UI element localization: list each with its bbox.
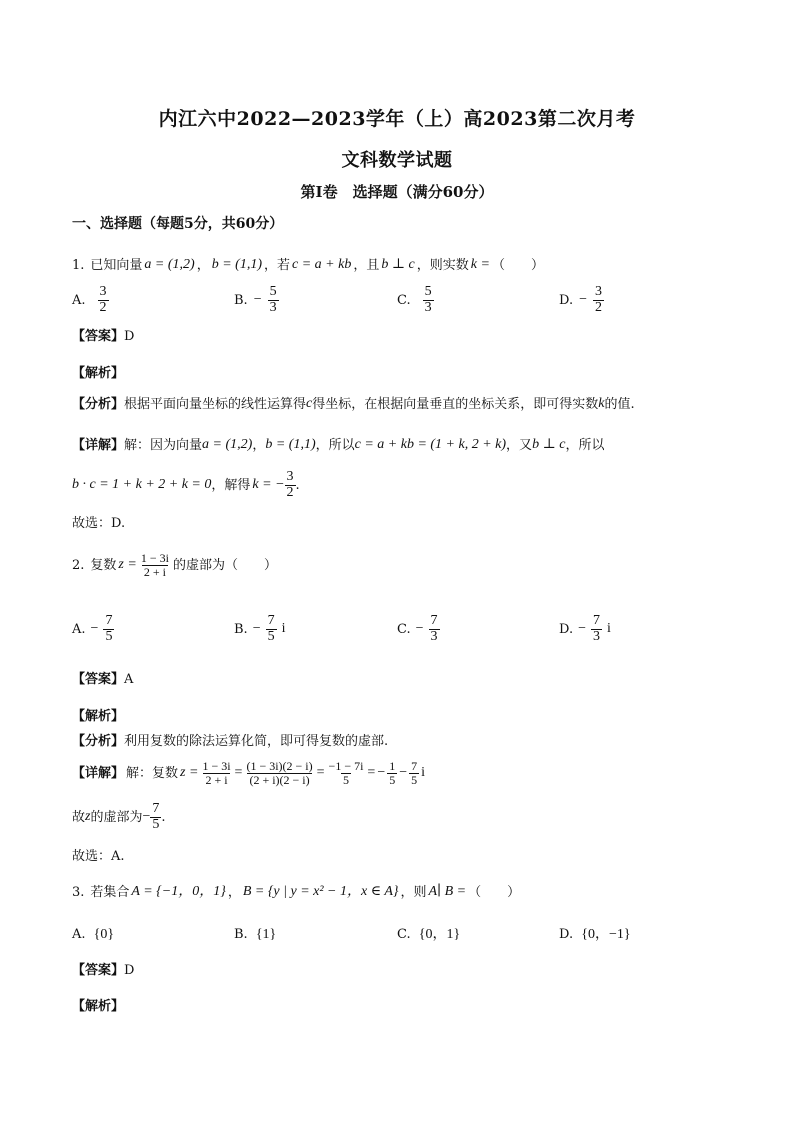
q1-perp: b ⊥ c [381,257,415,272]
q1-paren: （ ） [491,257,544,273]
q2-eq-1: = [234,765,243,781]
q2-option-c-sign: − [415,621,424,637]
q1-vector-a: a = (1,2) [144,257,195,272]
q1-option-a [72,285,109,315]
q1-option-d-den: 2 [595,299,602,315]
q2-i: i [421,765,426,781]
q2-fenxi [72,735,388,748]
q2-f5-den: 5 [411,772,418,787]
q1-line2-den: 2 [286,484,294,500]
q1-xj-1: 解：因为向量 [124,437,203,453]
q1-xiangjie-line2 [72,470,300,500]
q3-paren: （ ） [468,884,521,900]
q1-text-4: ，则实数 [416,257,469,273]
q1-answer-value: D [124,329,135,344]
q2-text-2: 的虚部为（ ） [172,557,277,573]
q2-option-d-den: 3 [593,628,600,644]
q2-line2-z: z [85,809,91,825]
q2-f1-den: 2 + i [205,772,228,787]
q3-set-b: B = {y | y = x² − 1，x ∈ A} [242,884,399,899]
q2-option-b-label: B. [234,621,248,637]
q3-option-a-value: {0} [93,927,115,942]
q2-xj-z: z = [180,765,199,781]
q2-xj-frac-2 [244,760,314,786]
q1-xiangjie [72,438,604,452]
q3-number: 3. [72,884,85,900]
q1-option-d-label: D. [559,292,574,308]
q1-xj-sep: ， [252,437,266,453]
q2-number: 2. [72,557,85,573]
q1-option-b-sign: − [253,292,262,308]
q2-f4-den: 5 [389,772,396,787]
q2-choice: 故选：A. [72,849,125,864]
q2-f2-den: (2 + i)(2 − i) [249,772,310,787]
q3-option-b-value: {1} [255,927,277,942]
q1-line2-text: ，解得 [211,477,251,493]
q2-minus-1: − [377,765,386,781]
q1-xj-a: a = (1,2) [202,437,253,452]
q2-xj-frac-1 [200,760,232,786]
xiangjie-tag: 【详解】 [72,765,125,781]
q2-option-a [72,614,119,644]
q2-option-b-fraction [266,614,277,644]
q2-xiangjie-line2 [72,802,166,832]
q1-xj-b: b = (1,1) [265,437,316,452]
q1-fenxi-2: 得坐标，在根据向量垂直的坐标关系，即可得实数 [312,396,599,412]
q1-fenxi-c: c [306,396,313,411]
q3-set-a: A = {−1，0，1} [131,884,226,899]
q2-answer-value: A [124,672,134,687]
q3-option-b-label: B. [234,927,248,942]
q2-option-b-sign: − [252,621,261,637]
q1-option-d-fraction [593,285,604,315]
q2-line2-num: 7 [152,801,160,816]
q2-option-c-fraction [429,614,440,644]
q1-fenxi-k: k [598,396,605,411]
q2-option-c-num: 7 [430,613,438,628]
q3-option-c [397,928,460,942]
q2-option-b-den: 5 [267,628,275,644]
q2-line2-fraction [150,802,161,832]
question-3 [72,885,520,899]
q2-line2-1: 故 [72,809,86,825]
question-1 [72,258,544,272]
q1-option-c-den: 3 [424,299,432,315]
q2-fenxi-text: 利用复数的除法运算化简，即可得复数的虚部. [124,734,389,749]
q1-option-d-num: 3 [595,284,602,299]
q2-line2-sign: − [142,809,151,825]
q1-option-b-den: 3 [269,299,277,315]
q1-option-a-fraction [98,285,109,315]
q2-option-b-suffix: i [281,621,286,637]
q3-answer-value: D [124,963,135,978]
q1-number: 1. [72,257,85,273]
q1-sep: ， [196,257,210,273]
q2-option-a-sign: − [90,621,99,637]
q1-text-1: 已知向量 [90,257,143,273]
q1-vector-b: b = (1,1) [211,257,262,272]
q1-option-d-sign: − [579,292,587,308]
q1-line2-eq: b · c = 1 + k + 2 + k = 0 [72,477,212,493]
q2-option-d-label: D. [559,621,574,637]
q1-line2-num: 3 [286,469,294,484]
q1-k: k = [470,257,490,272]
q1-line2-k: k = − [252,477,285,493]
q1-fenxi-1: 根据平面向量坐标的线性运算得 [124,396,307,412]
q2-xiangjie [72,760,425,786]
q2-xj-1: 解：复数 [126,765,179,781]
q3-option-d-label: D. [559,927,574,942]
answer-tag: 【答案】 [72,329,125,344]
q2-option-b-num: 7 [267,613,275,628]
q3-analysis-tag: 【解析】 [72,999,125,1014]
q1-option-c-num: 5 [424,284,432,299]
q2-frac-den: 2 + i [143,564,166,579]
q1-analysis-tag: 【解析】 [72,366,125,381]
q2-f3-den: 5 [342,772,349,787]
q1-xj-perp: b ⊥ c [532,437,566,452]
q3-option-d [559,928,631,942]
q1-option-d [559,285,604,315]
answer-tag: 【答案】 [72,963,125,978]
q2-eq-2: = [316,765,325,781]
q1-option-a-num: 3 [99,284,107,299]
q1-option-c-fraction [423,285,434,315]
q1-text-3: ，且 [353,257,380,273]
q2-option-a-den: 5 [105,628,113,644]
answer-tag: 【答案】 [72,672,125,687]
q1-answer [72,330,134,343]
q3-option-b [234,928,276,942]
q2-f3-num: −1 − 7i [328,759,364,773]
q2-f5-num: 7 [411,759,418,773]
q1-xj-4: ，所以 [565,437,605,453]
q1-xj-3: ，又 [506,437,533,453]
q2-minus-2: − [399,765,408,781]
question-2 [72,552,277,578]
q1-vector-c: c = a + kb [292,257,352,272]
q3-option-c-label: C. [397,927,411,942]
q1-option-a-label: A. [72,292,86,308]
q2-f4-num: 1 [389,759,396,773]
q1-xj-2: ，所以 [315,437,355,453]
q2-option-d-suffix: i [607,621,611,637]
q1-fenxi-3: 的值. [604,396,635,412]
q2-text-1: 复数 [90,557,117,573]
q1-xj-c: c = a + kb = (1 + k, 2 + k) [354,437,507,452]
q2-option-c-den: 3 [430,628,438,644]
q3-option-a-label: A. [72,927,86,942]
q2-f2-num: (1 − 3i)(2 − i) [246,759,313,773]
q2-xj-frac-3 [327,760,366,786]
q2-frac-num: 1 − 3i [140,551,169,565]
q2-option-c-label: C. [397,621,411,637]
fenxi-tag: 【分析】 [72,734,125,749]
q1-option-c-label: C. [397,292,411,308]
q2-option-a-fraction [103,614,114,644]
q2-eq-3: = [367,765,376,781]
q3-text-1: 若集合 [90,884,130,900]
q2-line2-dot: . [161,809,166,825]
q3-sep: ， [227,884,241,900]
q2-answer [72,673,133,686]
q1-option-b-num: 5 [269,284,277,299]
exam-title: 内江六中2022—2023学年（上）高2023第二次月考 [158,108,636,130]
q2-line2-den: 5 [152,816,160,832]
q2-z: z = [118,557,137,573]
q3-option-a [72,928,114,942]
q1-option-b-fraction [268,285,279,315]
q1-choice: 故选：D. [72,516,126,531]
xiangjie-tag: 【详解】 [72,437,125,453]
q1-fenxi [72,397,635,411]
q1-option-b-label: B. [234,292,248,308]
q1-line2-dot: . [295,477,300,493]
q3-intersection: A∣ B = [428,884,467,899]
section-heading: 一、选择题（每题5分，共60分） [72,216,284,232]
q1-option-b [234,285,279,315]
q3-option-c-value: {0，1} [418,927,461,942]
exam-subtitle: 文科数学试题 [341,150,453,171]
q2-option-a-num: 7 [105,613,113,628]
q1-option-a-den: 2 [99,299,107,315]
q2-option-d-sign: − [578,621,586,637]
q1-option-c [397,285,434,315]
q2-line2-2: 的虚部为 [90,809,143,825]
q2-xj-frac-4 [387,760,397,786]
q2-fraction [139,552,171,578]
q3-text-2: ，则 [400,884,427,900]
q2-xj-frac-5 [409,760,419,786]
q3-option-d-value: {0，−1} [581,927,631,942]
q2-option-c [397,614,445,644]
q1-line2-fraction [285,470,296,500]
q2-option-d-fraction [591,614,602,644]
q2-option-b [234,614,285,644]
q1-text-2: ，若 [264,257,291,273]
part-heading: 第Ⅰ卷 选择题（满分60分） [300,183,494,201]
q2-analysis-tag: 【解析】 [72,709,125,724]
q2-f1-num: 1 − 3i [202,759,231,773]
q2-option-d [559,614,611,644]
q2-option-d-num: 7 [593,613,600,628]
fenxi-tag: 【分析】 [72,396,125,412]
q2-option-a-label: A. [72,621,86,637]
q3-answer [72,964,134,977]
